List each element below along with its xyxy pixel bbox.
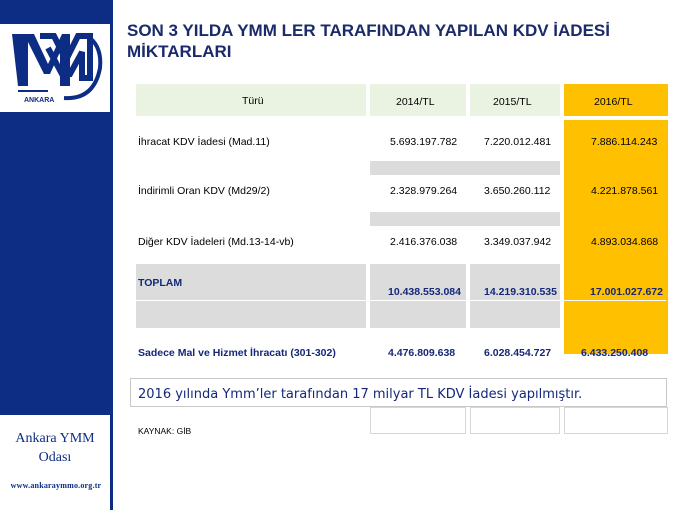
row-band-1 xyxy=(370,161,560,175)
header-2016: 2016/TL xyxy=(594,96,633,108)
row-value-2016: 4.221.878.561 xyxy=(591,185,659,197)
note-text: 2016 yılında Ymm’ler tarafından 17 milyar TL KDV İadesi yapılmıştır. xyxy=(138,387,583,402)
total-col-divider-1 xyxy=(466,264,470,328)
org-name-line1: Ankara YMM xyxy=(15,431,95,446)
export-value-2015: 6.028.454.727 xyxy=(484,347,552,359)
svg-text:ANKARA: ANKARA xyxy=(24,97,55,104)
row-label: İndirimli Oran KDV (Md29/2) xyxy=(138,185,270,197)
row-value-2014: 2.416.376.038 xyxy=(390,236,458,248)
export-value-2014: 4.476.809.638 xyxy=(388,347,456,359)
total-label: TOPLAM xyxy=(138,277,183,289)
header-type: Türü xyxy=(242,95,264,107)
org-box xyxy=(0,415,110,510)
total-value-2016: 17.001.027.672 xyxy=(590,286,663,298)
row-label: İhracat KDV İadesi (Mad.11) xyxy=(138,136,270,148)
total-value-2014: 10.438.553.084 xyxy=(388,286,461,298)
row-value-2016: 7.886.114.243 xyxy=(591,136,658,148)
empty-cell xyxy=(370,407,466,434)
header-2015: 2015/TL xyxy=(493,96,532,108)
row-value-2015: 3.349.037.942 xyxy=(484,236,552,248)
row-value-2014: 2.328.979.264 xyxy=(390,185,458,197)
total-divider xyxy=(136,300,666,301)
header-2014: 2014/TL xyxy=(396,96,435,108)
empty-cell xyxy=(564,407,668,434)
row-label: Diğer KDV İadeleri (Md.13-14-vb) xyxy=(138,236,294,248)
empty-cell xyxy=(470,407,560,434)
source-label: KAYNAK: GİB xyxy=(138,426,192,436)
row-value-2014: 5.693.197.782 xyxy=(390,136,458,148)
export-row-label: Sadece Mal ve Hizmet İhracatı (301-302) xyxy=(138,347,336,359)
org-website-link[interactable]: www.ankaraymmo.org.tr xyxy=(10,481,102,490)
logo xyxy=(0,24,110,112)
row-band-2 xyxy=(370,212,560,226)
row-value-2015: 3.650.260.112 xyxy=(484,185,551,197)
org-name-line2: Odası xyxy=(38,450,72,465)
export-value-2016: 6.433.250.408 xyxy=(581,347,649,359)
total-value-2015: 14.219.310.535 xyxy=(484,286,557,298)
total-label-band xyxy=(136,264,366,328)
row-value-2016: 4.893.034.868 xyxy=(591,236,659,248)
ymm-logo-icon xyxy=(4,28,106,110)
page-title: SON 3 YILDA YMM LER TARAFINDAN YAPILAN KDV İADESİ MİKTARLARI xyxy=(127,21,610,61)
org-name xyxy=(0,429,110,467)
row-value-2015: 7.220.012.481 xyxy=(484,136,552,148)
